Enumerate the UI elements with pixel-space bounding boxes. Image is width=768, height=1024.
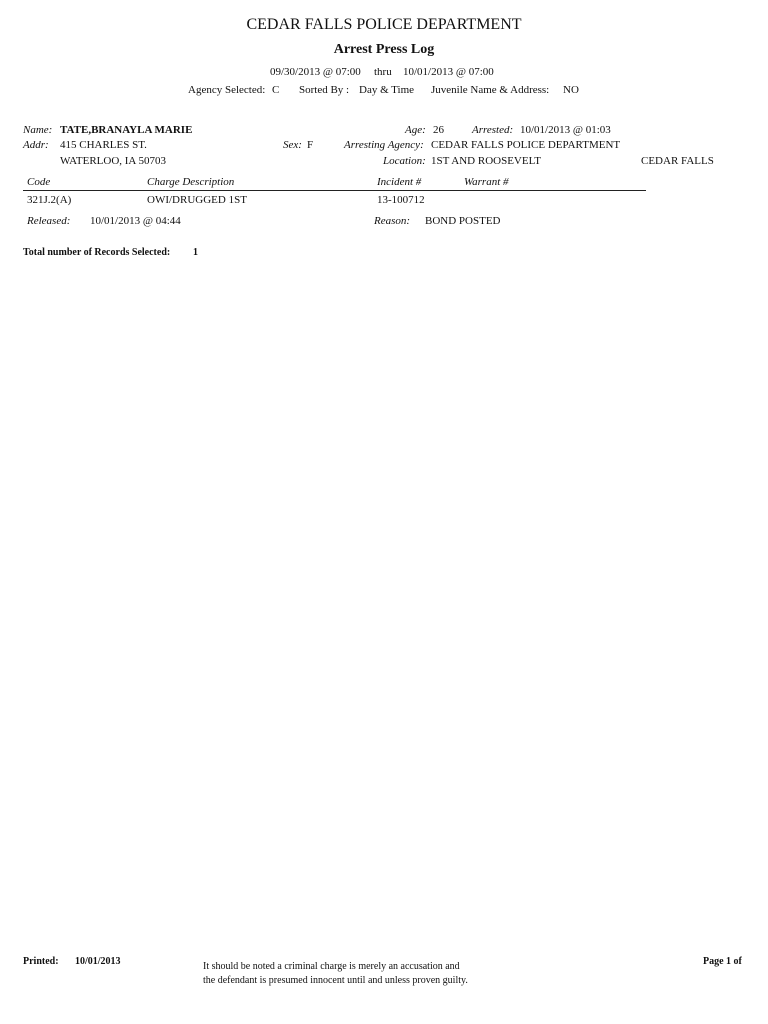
age-label: Age: [405, 124, 426, 136]
disclaimer-line-2: the defendant is presumed innocent until and unless proven guilty. [203, 975, 468, 986]
location-label: Location: [383, 155, 426, 167]
agency-selected-label: Agency Selected: [188, 84, 266, 96]
date-range-from: 09/30/2013 @ 07:00 [270, 66, 361, 78]
arrested-label: Arrested: [472, 124, 514, 136]
reason-label: Reason: [374, 215, 411, 227]
arresting-agency-label: Arresting Agency: [344, 139, 424, 151]
arresting-agency-value: CEDAR FALLS POLICE DEPARTMENT [431, 139, 621, 151]
page-number: Page 1 of [703, 956, 742, 967]
column-header-charge: Charge Description [147, 176, 235, 188]
department-title: CEDAR FALLS POLICE DEPARTMENT [246, 16, 522, 33]
column-header-warrant: Warrant # [464, 176, 509, 188]
address-line-2: WATERLOO, IA 50703 [60, 155, 167, 167]
location-city: CEDAR FALLS [641, 155, 714, 167]
date-range-to: 10/01/2013 @ 07:00 [403, 66, 494, 78]
arrestee-name: TATE,BRANAYLA MARIE [60, 124, 193, 136]
charge-code: 321J.2(A) [27, 194, 72, 206]
agency-selected-value: C [272, 84, 280, 96]
charge-description: OWI/DRUGGED 1ST [147, 194, 247, 206]
sex-value: F [307, 139, 314, 151]
printed-date: 10/01/2013 [75, 956, 121, 967]
addr-label: Addr: [23, 139, 49, 151]
sorted-by-label: Sorted By : [299, 84, 350, 96]
report-title: Arrest Press Log [333, 42, 435, 57]
column-header-incident: Incident # [377, 176, 422, 188]
reason-value: BOND POSTED [425, 215, 501, 227]
released-label: Released: [27, 215, 71, 227]
total-records-value: 1 [193, 247, 198, 258]
released-value: 10/01/2013 @ 04:44 [90, 215, 181, 227]
sex-label: Sex: [283, 139, 302, 151]
table-header-rule [23, 190, 646, 191]
arrested-value: 10/01/2013 @ 01:03 [520, 124, 611, 136]
juvenile-value: NO [563, 84, 579, 96]
disclaimer-line-1: It should be noted a criminal charge is merely an accusation and [203, 961, 460, 972]
juvenile-label: Juvenile Name & Address: [431, 84, 550, 96]
column-header-code: Code [27, 176, 51, 188]
printed-label: Printed: [23, 956, 59, 967]
name-label: Name: [23, 124, 53, 136]
location-value: 1ST AND ROOSEVELT [431, 155, 542, 167]
age-value: 26 [433, 124, 444, 136]
sorted-by-value: Day & Time [359, 84, 415, 96]
address-line-1: 415 CHARLES ST. [60, 139, 147, 151]
charge-incident: 13-100712 [377, 194, 425, 206]
date-range-thru: thru [374, 66, 392, 78]
total-records-label: Total number of Records Selected: [23, 247, 171, 258]
